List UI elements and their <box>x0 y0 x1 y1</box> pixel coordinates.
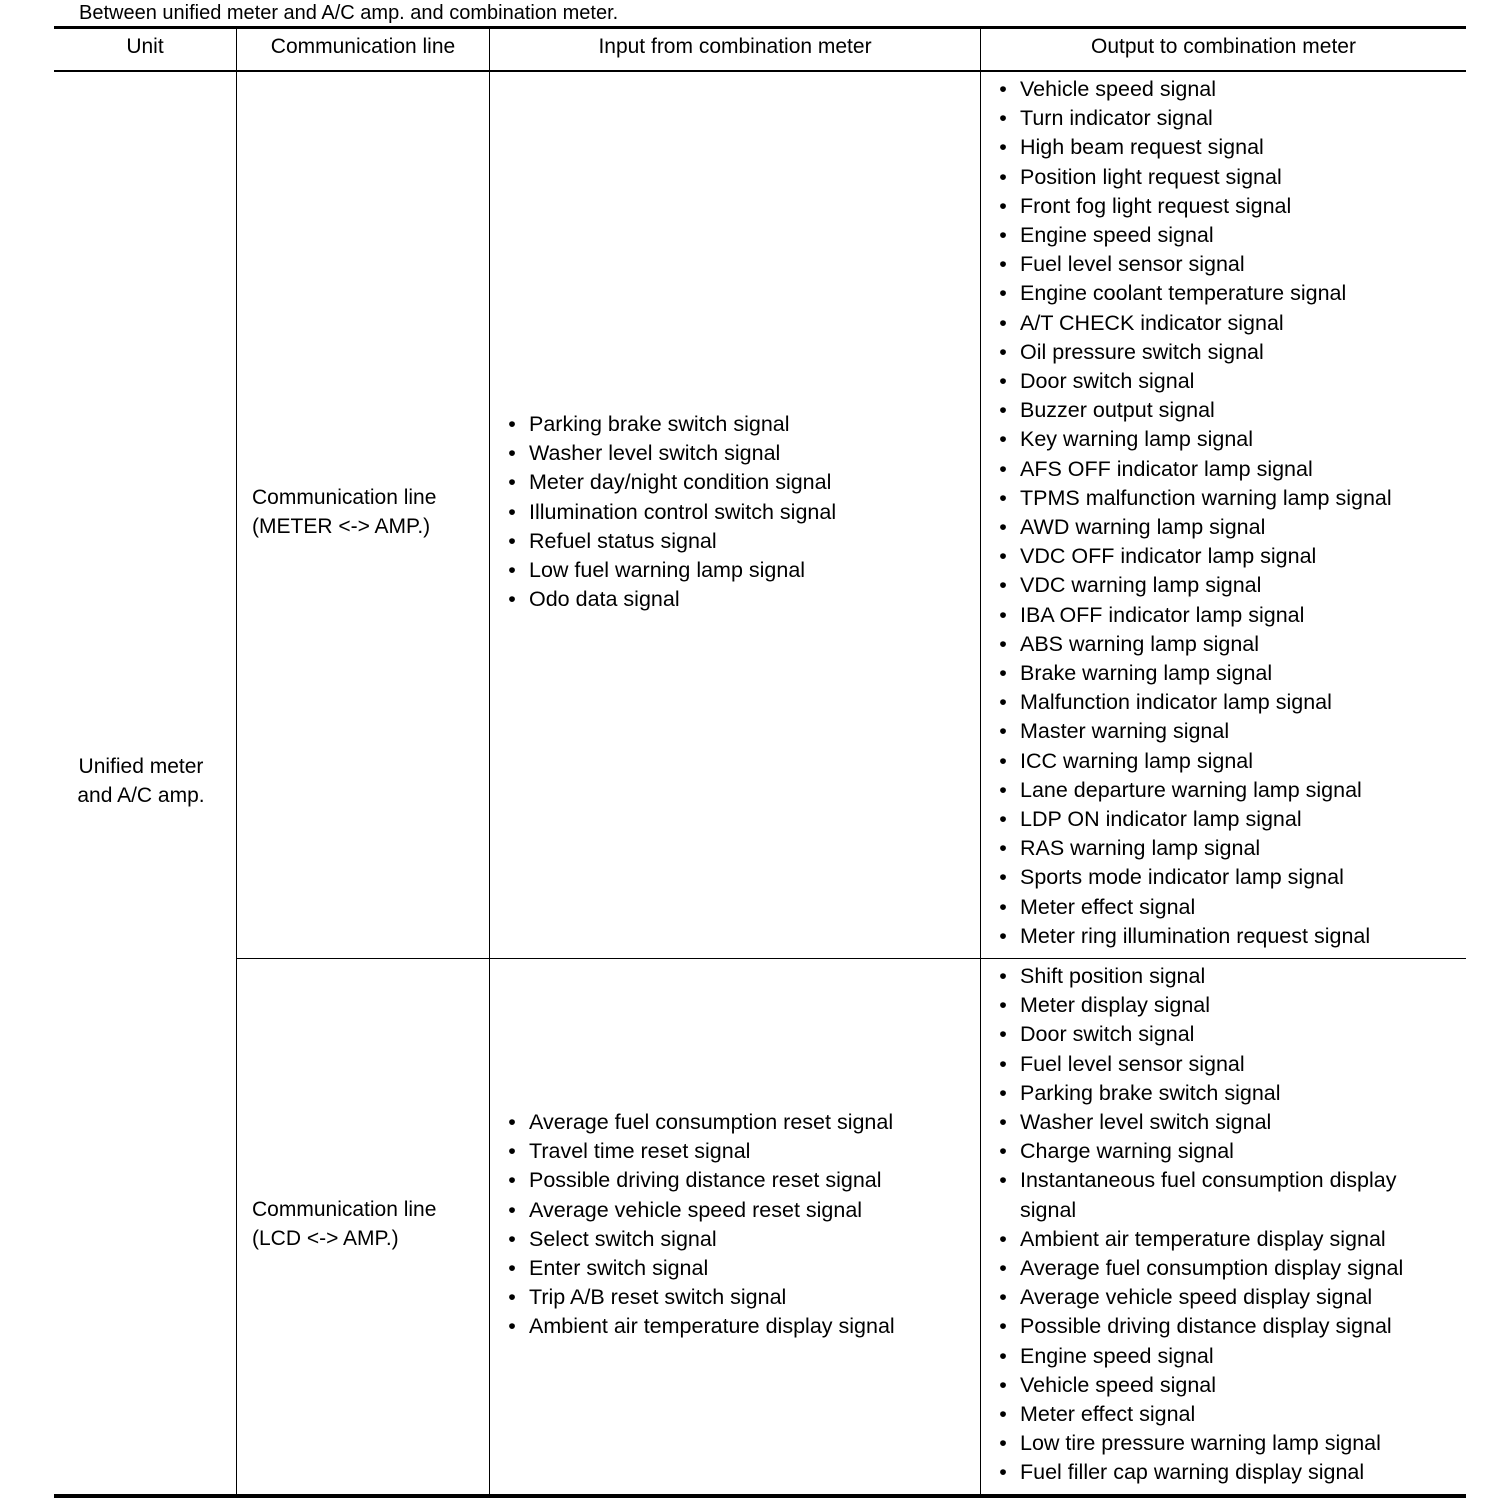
signal-item <box>997 250 1392 279</box>
bullet-icon: • <box>999 1256 1007 1281</box>
signal-label: Meter day/night condition signal <box>529 470 832 495</box>
bullet-icon: • <box>999 223 1007 248</box>
signal-label: Front fog light request signal <box>1020 193 1292 218</box>
signal-label: Parking brake switch signal <box>1020 1080 1281 1105</box>
comm-line-path: (LCD <-> AMP.) <box>252 1227 399 1250</box>
signal-item <box>506 1196 895 1225</box>
signal-label: Brake warning lamp signal <box>1020 661 1273 686</box>
bullet-icon: • <box>999 515 1007 540</box>
column-divider <box>980 28 981 1495</box>
table-bottom-rule <box>54 1494 1466 1498</box>
unit-cell <box>54 752 228 810</box>
bullet-icon: • <box>508 1256 516 1281</box>
signal-item <box>997 1458 1450 1487</box>
header-output: Output to combination meter <box>1091 35 1356 58</box>
signal-label: Average vehicle speed display signal <box>1020 1285 1373 1310</box>
bullet-icon: • <box>999 1226 1007 1251</box>
signal-item <box>997 104 1392 133</box>
signal-label: Fuel level sensor signal <box>1020 252 1245 277</box>
signal-label: Turn indicator signal <box>1020 106 1213 131</box>
signal-label: Master warning signal <box>1020 719 1230 744</box>
signal-item <box>506 1137 895 1166</box>
bullet-icon: • <box>508 1314 516 1339</box>
signal-item <box>506 439 836 468</box>
bullet-icon: • <box>999 748 1007 773</box>
unit-name-line: and A/C amp. <box>77 784 205 807</box>
signal-label: Low tire pressure warning lamp signal <box>1020 1431 1381 1456</box>
signal-label: Illumination control switch signal <box>529 499 837 524</box>
bullet-icon: • <box>999 485 1007 510</box>
signal-item <box>997 601 1392 630</box>
bullet-icon: • <box>999 456 1007 481</box>
input-signal-list <box>506 410 836 614</box>
signal-label: Buzzer output signal <box>1020 398 1215 423</box>
signal-item <box>997 659 1392 688</box>
signal-item <box>997 163 1392 192</box>
unit-name-line: Unified meter <box>78 755 204 778</box>
signal-item <box>506 1166 895 1195</box>
bullet-icon: • <box>999 1022 1007 1047</box>
signal-item <box>997 962 1450 991</box>
bullet-icon: • <box>999 1051 1007 1076</box>
bullet-icon: • <box>999 281 1007 306</box>
signal-item <box>997 1400 1450 1429</box>
signal-label: High beam request signal <box>1020 135 1264 160</box>
signal-label: Trip A/B reset switch signal <box>529 1285 787 1310</box>
bullet-icon: • <box>508 412 516 436</box>
signal-item <box>997 1225 1450 1254</box>
bullet-icon: • <box>508 1139 516 1164</box>
bullet-icon: • <box>999 164 1007 189</box>
signal-item <box>997 1108 1450 1137</box>
signal-label: AFS OFF indicator lamp signal <box>1020 456 1313 481</box>
signal-item <box>997 688 1392 717</box>
signal-label: AWD warning lamp signal <box>1020 515 1266 540</box>
comm-line-label: Communication line <box>252 1198 437 1221</box>
bullet-icon: • <box>999 1372 1007 1397</box>
column-divider <box>489 28 490 1495</box>
bullet-icon: • <box>508 499 516 524</box>
signal-item <box>997 922 1392 951</box>
signal-label: IBA OFF indicator lamp signal <box>1020 602 1305 627</box>
bullet-icon: • <box>999 993 1007 1018</box>
bullet-icon: • <box>508 470 516 495</box>
bullet-icon: • <box>508 1197 516 1222</box>
bullet-icon: • <box>999 1285 1007 1310</box>
signal-label: RAS warning lamp signal <box>1020 836 1261 861</box>
signal-label: Ambient air temperature display signal <box>1020 1226 1386 1251</box>
bullet-icon: • <box>999 894 1007 919</box>
bullet-icon: • <box>999 1431 1007 1456</box>
bullet-icon: • <box>508 587 516 612</box>
signal-label: Possible driving distance display signal <box>1020 1314 1392 1339</box>
signal-item <box>997 834 1392 863</box>
signal-item <box>506 1225 895 1254</box>
signal-label: Meter effect signal <box>1020 1402 1196 1427</box>
signal-item <box>997 75 1392 104</box>
signal-label: TPMS malfunction warning lamp signal <box>1020 485 1392 510</box>
row-divider <box>236 958 1466 959</box>
signal-item <box>997 484 1392 513</box>
signal-item <box>997 338 1392 367</box>
signal-label: Engine speed signal <box>1020 1343 1214 1368</box>
signal-item <box>997 1342 1450 1371</box>
bullet-icon: • <box>999 1139 1007 1164</box>
signal-item <box>506 498 836 527</box>
signal-label: Select switch signal <box>529 1226 717 1251</box>
signal-label: ABS warning lamp signal <box>1020 631 1260 656</box>
signal-label: Meter effect signal <box>1020 894 1196 919</box>
bullet-icon: • <box>999 369 1007 394</box>
column-divider <box>236 28 237 1495</box>
signal-item <box>506 585 836 614</box>
signal-item <box>997 1371 1450 1400</box>
signal-item <box>506 468 836 497</box>
signal-item <box>506 1108 895 1137</box>
signal-item <box>997 396 1392 425</box>
bullet-icon: • <box>999 398 1007 423</box>
header-unit: Unit <box>126 35 164 58</box>
signal-label: VDC OFF indicator lamp signal <box>1020 544 1317 569</box>
signal-label: VDC warning lamp signal <box>1020 573 1262 598</box>
signal-item <box>506 1283 895 1312</box>
signal-label: Washer level switch signal <box>529 441 781 466</box>
signal-item <box>997 279 1392 308</box>
output-signal-list <box>997 962 1450 1488</box>
signal-item <box>997 133 1392 162</box>
signal-item <box>997 863 1392 892</box>
signal-item <box>997 893 1392 922</box>
signal-item <box>997 805 1392 834</box>
bullet-icon: • <box>999 193 1007 218</box>
table-top-rule <box>54 26 1466 29</box>
bullet-icon: • <box>999 690 1007 715</box>
signal-label: Parking brake switch signal <box>529 412 790 436</box>
signal-label: Shift position signal <box>1020 964 1206 988</box>
signal-label: Possible driving distance reset signal <box>529 1168 882 1193</box>
signal-item <box>997 367 1392 396</box>
signal-label: Low fuel warning lamp signal <box>529 558 806 583</box>
signal-label: Average fuel consumption display signal <box>1020 1256 1404 1281</box>
signal-label: Washer level switch signal <box>1020 1110 1272 1135</box>
signal-item <box>997 542 1392 571</box>
input-signal-list <box>506 1108 895 1342</box>
signal-label: Travel time reset signal <box>529 1139 751 1164</box>
signal-item <box>997 991 1450 1020</box>
comm-line-cell <box>252 483 436 541</box>
signal-item <box>997 455 1392 484</box>
signal-item <box>997 1254 1450 1283</box>
bullet-icon: • <box>999 1110 1007 1135</box>
bullet-icon: • <box>999 631 1007 656</box>
signal-label: Odo data signal <box>529 587 680 612</box>
signal-item <box>997 425 1392 454</box>
signal-label: Oil pressure switch signal <box>1020 339 1264 364</box>
signal-label: Charge warning signal <box>1020 1139 1234 1164</box>
signal-label: A/T CHECK indicator signal <box>1020 310 1284 335</box>
bullet-icon: • <box>508 1110 516 1134</box>
signal-label: Instantaneous fuel consumption display signal <box>1020 1168 1397 1222</box>
bullet-icon: • <box>999 719 1007 744</box>
bullet-icon: • <box>508 558 516 583</box>
signal-label: Door switch signal <box>1020 369 1195 394</box>
bullet-icon: • <box>999 1168 1007 1193</box>
bullet-icon: • <box>999 427 1007 452</box>
header-communication-line: Communication line <box>270 35 456 58</box>
signal-item <box>506 527 836 556</box>
bullet-icon: • <box>999 865 1007 890</box>
signal-item <box>997 630 1392 659</box>
signal-item <box>997 221 1392 250</box>
signal-label: Engine speed signal <box>1020 223 1214 248</box>
signal-label: Refuel status signal <box>529 528 717 553</box>
comm-line-label: Communication line <box>252 486 437 509</box>
signal-item <box>997 1429 1450 1458</box>
bullet-icon: • <box>999 602 1007 627</box>
signal-label: Fuel filler cap warning display signal <box>1020 1460 1365 1485</box>
bullet-icon: • <box>999 573 1007 598</box>
bullet-icon: • <box>999 661 1007 686</box>
signal-item <box>997 1283 1450 1312</box>
signal-item <box>997 747 1392 776</box>
signal-label: Ambient air temperature display signal <box>529 1314 895 1339</box>
signal-label: Engine coolant temperature signal <box>1020 281 1347 306</box>
bullet-icon: • <box>999 777 1007 802</box>
header-input: Input from combination meter <box>598 35 872 58</box>
signal-item <box>997 776 1392 805</box>
bullet-icon: • <box>508 1285 516 1310</box>
signal-label: LDP ON indicator lamp signal <box>1020 807 1302 832</box>
signal-label: Key warning lamp signal <box>1020 427 1254 452</box>
signal-label: Enter switch signal <box>529 1256 709 1281</box>
bullet-icon: • <box>999 923 1007 948</box>
bullet-icon: • <box>999 310 1007 335</box>
bullet-icon: • <box>999 106 1007 131</box>
signal-item <box>997 309 1392 338</box>
bullet-icon: • <box>999 1343 1007 1368</box>
table-header-rule <box>54 70 1466 72</box>
signal-item <box>997 1020 1450 1049</box>
signal-label: Sports mode indicator lamp signal <box>1020 865 1344 890</box>
signal-label: Average fuel consumption reset signal <box>529 1110 894 1134</box>
output-signal-list <box>997 75 1392 951</box>
bullet-icon: • <box>999 252 1007 277</box>
signal-item <box>997 571 1392 600</box>
signal-label: Average vehicle speed reset signal <box>529 1197 863 1222</box>
bullet-icon: • <box>999 77 1007 101</box>
signal-label: Meter ring illumination request signal <box>1020 923 1371 948</box>
bullet-icon: • <box>999 964 1007 988</box>
signal-label: Door switch signal <box>1020 1022 1195 1047</box>
signal-label: Lane departure warning lamp signal <box>1020 777 1362 802</box>
bullet-icon: • <box>508 528 516 553</box>
signal-label: Malfunction indicator lamp signal <box>1020 690 1332 715</box>
comm-line-cell <box>252 1195 436 1253</box>
bullet-icon: • <box>508 441 516 466</box>
signal-label: Position light request signal <box>1020 164 1282 189</box>
bullet-icon: • <box>999 1402 1007 1427</box>
bullet-icon: • <box>999 1460 1007 1485</box>
bullet-icon: • <box>999 807 1007 832</box>
bullet-icon: • <box>999 135 1007 160</box>
signal-item <box>997 513 1392 542</box>
signal-label: Meter display signal <box>1020 993 1211 1018</box>
signal-label: ICC warning lamp signal <box>1020 748 1254 773</box>
signal-item <box>506 1312 895 1341</box>
signal-item <box>997 1166 1450 1224</box>
signal-label: Fuel level sensor signal <box>1020 1051 1245 1076</box>
signal-item <box>997 1050 1450 1079</box>
bullet-icon: • <box>999 836 1007 861</box>
signal-label: Vehicle speed signal <box>1020 77 1217 101</box>
signal-item <box>506 410 836 439</box>
signal-item <box>997 1079 1450 1108</box>
bullet-icon: • <box>508 1168 516 1193</box>
signal-item <box>997 1312 1450 1341</box>
signal-item <box>997 1137 1450 1166</box>
signal-item <box>506 556 836 585</box>
bullet-icon: • <box>999 339 1007 364</box>
signal-item <box>997 192 1392 221</box>
signal-item <box>997 717 1392 746</box>
bullet-icon: • <box>999 1080 1007 1105</box>
table-caption: Between unified meter and A/C amp. and combination meter. <box>79 2 619 24</box>
bullet-icon: • <box>508 1226 516 1251</box>
bullet-icon: • <box>999 544 1007 569</box>
comm-line-path: (METER <-> AMP.) <box>252 515 431 538</box>
signal-item <box>506 1254 895 1283</box>
bullet-icon: • <box>999 1314 1007 1339</box>
signal-label: Vehicle speed signal <box>1020 1372 1217 1397</box>
